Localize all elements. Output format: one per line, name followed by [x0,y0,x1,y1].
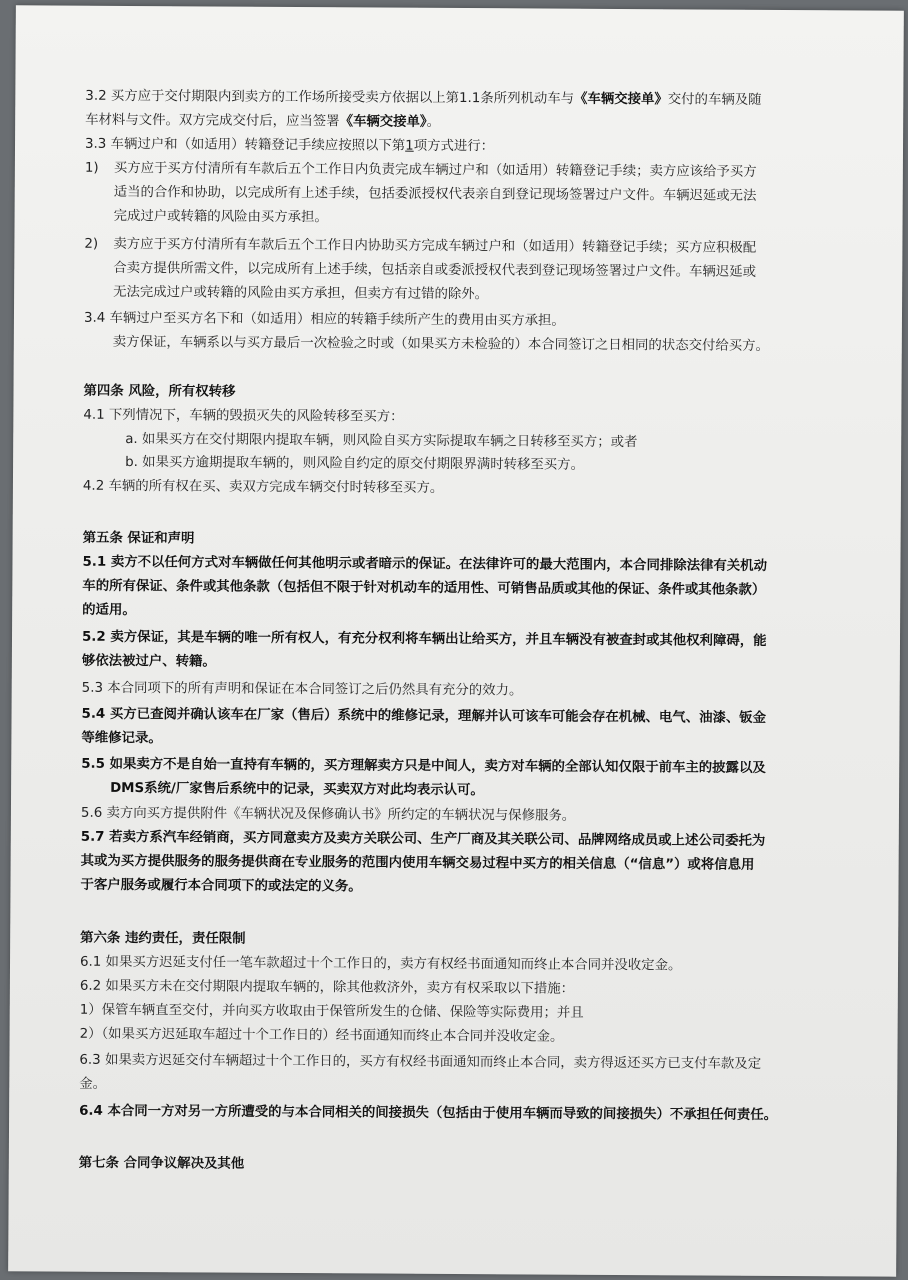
clause-5-7-line-1: 5.7 若卖方系汽车经销商，买方同意卖方及卖方关联公司、生产厂商及其关联公司、品牌网络成员或上述公司委托为 [80,829,766,849]
option-1-line-3: 完成过户或转籍的风险由买方承担。 [113,208,328,226]
clause-3-4-warranty: 卖方保证，车辆系以与买方最后一次检验之时或（如果买方未检验的）本合同签订之日相同的状态交付给买方。 [112,334,769,354]
clause-6-2-measure-1: 1）保管车辆直至交付，并向买方收取由于保管所发生的仓储、保险等实际费用；并且 [79,1002,584,1021]
option-1-line-2: 适当的合作和协助，以完成所有上述手续，包括委派授权代表亲自到登记现场签署过户文件。车辆迟延或无法 [113,184,757,204]
clause-5-4-line-2: 等维修记录。 [81,730,162,747]
contract-content [8,5,904,1276]
clause-text: 。 [426,114,441,130]
clause-4-1: 4.1 下列情况下，车辆的毁损灭失的风险转移至买方： [83,407,404,425]
clause-5-5-line-1: 5.5 如果卖方不是自始一直持有车辆的，买方理解卖方只是中间人，卖方对车辆的全部认知仅限于前车主的披露以及 [81,756,766,776]
option-1-number: 1) [84,160,99,176]
clause-6-1: 6.1 如果买方迟延支付任一笔车款超过十个工作日的，卖方有权经书面通知而终止本合同并没收定金。 [79,954,682,974]
clause-3-2-line-1 [85,87,761,111]
clause-5-7-line-3: 于客户服务或履行本合同项下的或法定的义务。 [80,877,362,895]
article-4-heading: 第四条 风险，所有权转移 [83,383,236,400]
clause-text: 3.3 车辆过户和（如适用）转籍登记手续应按照以下第 [84,136,406,154]
clause-6-3-line-2: 金。 [79,1076,107,1092]
clause-5-2-line-2: 够依法被过户、转籍。 [81,653,216,670]
clause-5-1-line-3: 的适用。 [82,602,136,619]
clause-3-3 [85,135,494,157]
clause-text: 车材料与文件。双方完成交付后，应当签署 [85,112,340,130]
clause-4-1-b: b. 如果买方逾期提取车辆的，则风险自约定的原交付期限界满时转移至买方。 [125,454,585,473]
clause-5-1-line-2: 车的所有保证、条件或其他条款（包括但不限于针对机动车的适用性、可销售品质或其他的保证、条件或其他条款） [82,578,766,598]
handover-form-title: 《车辆交接单》 [574,91,668,108]
clause-5-4-line-1: 5.4 买方已查阅并确认该车在厂家（售后）系统中的维修记录，理解并认可该车可能会存在机械、电气、油漆、钣金 [81,706,767,726]
clause-6-2-measure-2: 2）（如果买方迟延取车超过十个工作日的）经书面通知而终止本合同并没收定金。 [79,1026,564,1045]
clause-3-2-line-2 [85,111,440,133]
selected-option-number: 1 [405,138,414,154]
option-2-line-1: 卖方应于买方付清所有车款后五个工作日内协助买方完成车辆过户和（如适用）转籍登记手续；买方应积极配 [113,236,757,256]
clause-text: 3.2 买方应于交付期限内到卖方的工作场所接受卖方依据以上第1.1条所列机动车与 [85,88,575,107]
article-7-heading: 第七条 合同争议解决及其他 [78,1155,245,1172]
clause-text: 交付的车辆及随 [667,92,762,108]
clause-6-3-line-1: 6.3 如果卖方迟延交付车辆超过十个工作日的，买方有权经书面通知而终止本合同，卖方得返还买方已支付车款及定 [79,1052,762,1072]
article-5-heading: 第五条 保证和声明 [82,530,195,547]
clause-5-5-line-2: DMS系统/厂家售后系统中的记录，买卖双方对此均表示认可。 [110,780,484,799]
clause-3-4: 3.4 车辆过户至买方名下和（如适用）相应的转籍手续所产生的费用由买方承担。 [83,310,565,329]
clause-4-1-a: a. 如果买方在交付期限内提取车辆，则风险自买方实际提取车辆之日转移至买方；或者 [125,431,638,451]
clause-6-2: 6.2 如果买方未在交付期限内提取车辆的，除其他救济外，卖方有权采取以下措施： [79,978,575,997]
option-2-number: 2) [84,236,99,252]
clause-4-2: 4.2 车辆的所有权在买、卖双方完成车辆交付时转移至买方。 [82,478,444,496]
clause-5-3: 5.3 本合同项下的所有声明和保证在本合同签订之后仍然具有充分的效力。 [81,680,523,699]
option-1-line-1: 买方应于买方付清所有车款后五个工作日内负责完成车辆过户和（如适用）转籍登记手续；卖方应该给予买方 [113,160,757,180]
handover-form-title: 《车辆交接单》 [339,114,427,130]
option-2-line-3: 无法完成过户或转籍的风险由买方承担，但卖方有过错的除外。 [113,284,489,303]
clause-5-7-line-2: 其或为买方提供服务的服务提供商在专业服务的范围内使用车辆交易过程中买方的相关信息（“信息”）或将信息用 [80,853,755,873]
article-6-heading: 第六条 违约责任，责任限制 [80,930,246,947]
clause-text: 项方式进行： [413,138,495,155]
clause-5-2-line-1: 5.2 卖方保证，其是车辆的唯一所有权人，有充分权利将车辆出让给买方，并且车辆没有被查封或其他权利障碍，能 [81,629,767,649]
clause-5-6: 5.6 卖方向买方提供附件《车辆状况及保修确认书》所约定的车辆状况与保修服务。 [80,805,576,824]
clause-6-4: 6.4 本合同一方对另一方所遭受的与本合同相关的间接损失（包括由于使用车辆而导致的间接损失）不承担任何责任。 [79,1103,778,1123]
contract-page [8,5,904,1276]
clause-5-1-line-1: 5.1 卖方不以任何方式对车辆做任何其他明示或者暗示的保证。在法律许可的最大范围内，本合同排除法律有关机动 [82,554,768,574]
option-2-line-2: 合卖方提供所需文件，以完成所有上述手续，包括亲自或委派授权代表到登记现场签署过户文件。车辆迟延或 [113,260,757,280]
